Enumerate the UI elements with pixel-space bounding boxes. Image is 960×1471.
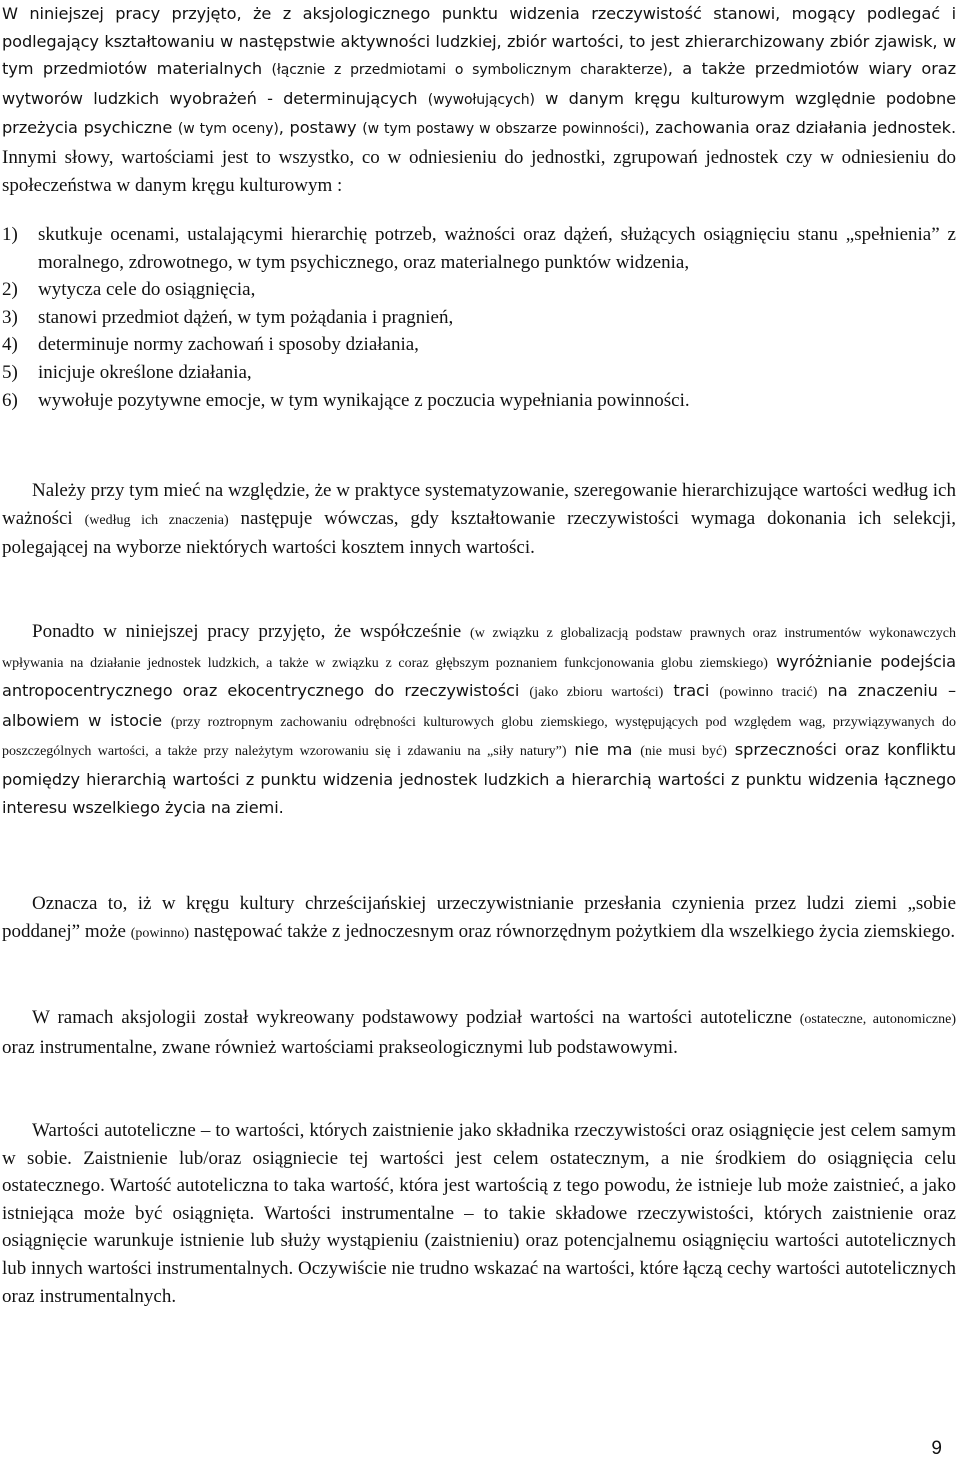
paragraph-approaches-text (2, 618, 956, 821)
list-item-number: 3) (2, 306, 18, 328)
paragraph-definition (2, 0, 956, 199)
paragraph-hierarchy (2, 477, 956, 562)
list-item (2, 331, 956, 359)
text-run: W niniejszej pracy przyjęto, że z aksjologicznego punktu widzenia rzeczywistość stanowi, mogący podlegać i podlegający kształtowaniu w następstwie aktywności ludzkiej, zbiór wartości, to jest zhierarchizowany zbiór zjawisk, w tym przedmiotów materialnych (2, 4, 956, 79)
paragraph-autotelic (2, 1117, 956, 1310)
text-run-small: (w tym oceny) (177, 121, 279, 138)
text-run-small: (nie musi być) (640, 744, 727, 760)
text-run-small: (wywołujących) (427, 91, 535, 108)
paragraph-autotelic-text (2, 1117, 956, 1310)
list-item-text: determinuje normy zachowań i sposoby działania, (38, 334, 419, 356)
text-run: , a także przedmiotów wiary oraz wytworów ludzkich wyobrażeń - determinujących (2, 59, 956, 108)
text-run-small: (w tym postawy w obszarze powinności) (362, 121, 645, 138)
text-run-small: (w związku z globalizacją podstaw prawnych oraz instrumentów wykonawczych wpływania na działanie jednostek ludzkich, a także w związku z coraz głębszym poznaniem funkcjonowania globu ziemskiego) (2, 626, 957, 671)
list-item-number: 6) (2, 389, 18, 411)
paragraph-definition-text (2, 0, 956, 199)
text-run: następuje wówczas, gdy kształtowanie rzeczywistości wymaga dokonania ich selekcji, polegającej na wyborze niektórych wartości kosztem innych wartości. (2, 507, 956, 559)
list-item-text: stanowi przedmiot dążeń, w tym pożądania i pragnień, (38, 306, 454, 328)
text-run-small: (łącznie z przedmiotami o symbolicznym charakterze) (271, 62, 668, 79)
values-list (2, 221, 956, 414)
text-run: na znaczeniu – albowiem w istocie (2, 681, 956, 730)
text-run: Innymi słowy, wartościami jest to wszystko, co w odniesieniu do jednostki, zgrupowań jednostek czy w odniesieniu do społeczeństwa w danym kręgu kulturowym : (2, 146, 956, 196)
list-item (2, 359, 956, 387)
text-run: sprzeczności oraz konfliktu pomiędzy hierarchią wartości z punktu widzenia jednostek ludzkich a hierarchią wartości z punktu widzenia łącznego interesu wszelkiego życia na ziemi. (2, 740, 956, 817)
paragraph-hierarchy-text (2, 477, 956, 562)
text-run: Należy przy tym mieć na względzie, że w praktyce systematyzowanie, szeregowanie hierarchizujące wartości według ich ważności (2, 480, 956, 529)
paragraph-division-text (2, 1004, 956, 1061)
text-run-small: (powinno) (130, 925, 190, 941)
text-run-small: (przy roztropnym zachowaniu odrębności kulturowych globu ziemskiego, występujących pod względem wag, przywiązywanych do poszczególnych wartości, a także przy należytym wzorowaniu się i zdawaniu na „siły natury”) (2, 714, 956, 760)
paragraph-christian (2, 890, 956, 947)
list-item-text: wytycza cele do osiągnięcia, (38, 279, 256, 301)
list-item (2, 304, 956, 332)
text-run: w danym kręgu kulturowym względnie podobne przeżycia psychiczne (2, 88, 956, 138)
text-run: oraz instrumentalne, zwane również wartościami prakseologicznymi lub podstawowymi. (2, 1036, 678, 1058)
text-run-small: (ostateczne, autonomiczne) (799, 1012, 956, 1027)
text-run: traci (663, 681, 720, 701)
list-item-number: 4) (2, 334, 18, 356)
page-number: 9 (931, 1438, 942, 1459)
text-run: Wartości autoteliczne – to wartości, których zaistnienie jako składnika rzeczywistości oraz osiągnięcie jest celem samym w sobie. Zaistnienie lub/oraz osiągniecie tej wartości jest celem ostatecznym, a nie środkiem do osiągnięcia celu ostatecznego. Wartość autoteliczna to taka wartość, która jest wartością z tego powodu, że istnieje lub może zaistnieć, a jako istniejąca może być osiągnięta. Wartości instrumentalne – to takie składowe rzeczywistości, których zaistnienie oraz osiągnięcie warunkuje istnienie lub służy wystąpieniu (zaistnieniu) oraz potencjalnemu osiągnięciu wartości autotelicznych lub innych wartości instrumentalnych. Oczywiście nie trudno wskazać na wartości, które łączą cechy wartości autotelicznych oraz instrumentalnych. (2, 1120, 956, 1307)
text-run: Oznacza to, iż w kręgu kultury chrześcijańskiej urzeczywistnianie przesłania czynienia przez ludzi ziemi „sobie poddanej” może (2, 893, 956, 942)
paragraph-division (2, 1004, 956, 1061)
list-item-number: 2) (2, 279, 18, 301)
list-item-text: inicjuje określone działania, (38, 361, 252, 383)
paragraph-approaches (2, 618, 956, 821)
list-item (2, 387, 956, 415)
text-run: , zachowania oraz działania jednostek. (644, 118, 956, 138)
text-run: W ramach aksjologii został wykreowany podstawowy podział wartości na wartości autoteliczne (32, 1007, 800, 1028)
text-run: wyróżnianie podejścia antropocentrycznego oraz ekocentrycznego do rzeczywistości (2, 651, 956, 701)
text-run-small: (jako zbioru wartości) (529, 685, 664, 701)
text-run: Ponadto w niniejszej pracy przyjęto, że współcześnie (32, 621, 471, 642)
text-run: następować także z jednoczesnym oraz równorzędnym pożytkiem dla wszelkiego życia ziemskiego. (189, 920, 956, 942)
list-item-number: 1) (2, 224, 18, 245)
list-item-number: 5) (2, 361, 18, 383)
text-run: nie ma (566, 740, 641, 760)
list-item (2, 276, 956, 304)
list-item-text: skutkuje ocenami, ustalającymi hierarchię potrzeb, ważności oraz dążeń, służących osiągnięciu stanu „spełnienia” z moralnego, zdrowotnego, w tym psychicznego, oraz materialnego punktów widzenia, (38, 224, 956, 273)
list-item (2, 221, 956, 276)
paragraph-christian-text (2, 890, 956, 947)
text-run-small: (powinno tracić) (719, 685, 818, 701)
text-run-small: (według ich znaczenia) (84, 512, 229, 528)
list-item-text: wywołuje pozytywne emocje, w tym wynikające z poczucia wypełniania powinności. (38, 389, 690, 411)
text-run: , postawy (278, 118, 363, 138)
values-list-block (2, 221, 956, 414)
